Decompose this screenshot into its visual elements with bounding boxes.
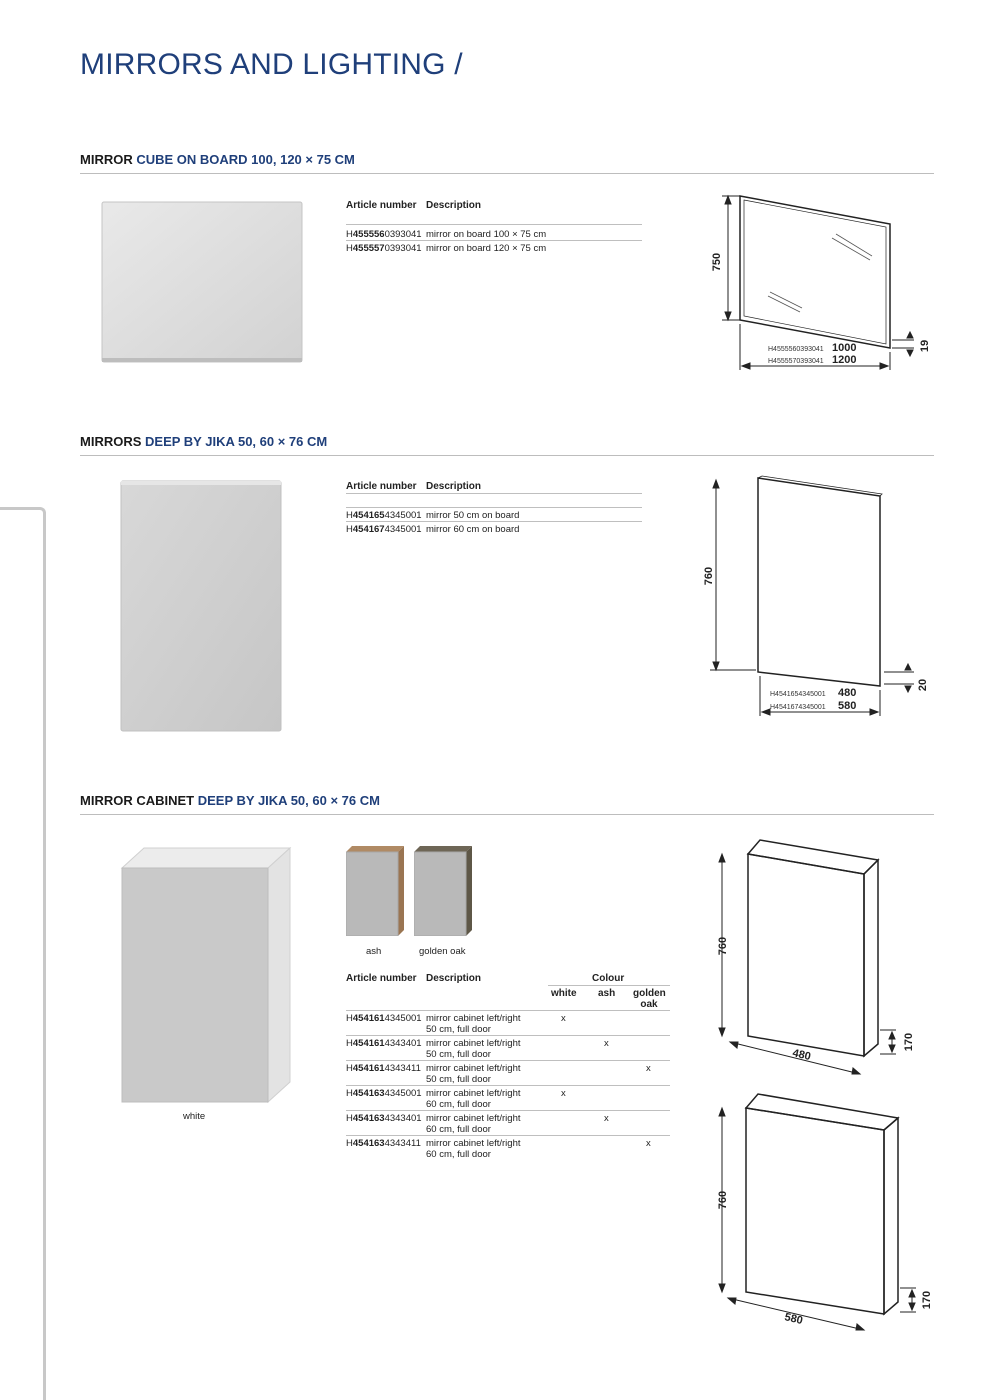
table-row-article: H4541614343411 (346, 1063, 421, 1074)
table-rule (346, 1085, 670, 1086)
table-row-description: mirror cabinet left/right (426, 1138, 521, 1149)
caption-white: white (183, 1111, 206, 1122)
section-heading-blue: DEEP BY JIKA 50, 60 × 76 CM (145, 434, 328, 449)
table-row-description: mirror cabinet left/right (426, 1063, 521, 1074)
table-row-description: mirror on board 120 × 75 cm (426, 243, 547, 254)
section-heading-mirrors-deep (80, 434, 934, 456)
dim-width-value: 1000 (832, 342, 857, 354)
swatch-oak-side (466, 846, 472, 936)
table-rule (346, 493, 642, 494)
dim-width-code: H4541674345001 (770, 704, 826, 711)
table-row-article: H4541614343401 (346, 1038, 422, 1049)
colour-mark: x (561, 1088, 566, 1099)
dim-width: 580 (783, 1311, 804, 1328)
product-image-mirror-cube (100, 200, 304, 364)
colour-mark: x (561, 1013, 566, 1024)
table-row-article: H4541614345001 (346, 1013, 422, 1024)
section-heading-blue: DEEP BY JIKA 50, 60 × 76 CM (197, 793, 380, 808)
swatch-ash (346, 846, 406, 936)
col-header-white: white (551, 988, 577, 999)
colour-mark: x (646, 1063, 651, 1074)
table-row-description: mirror cabinet left/right (426, 1038, 521, 1049)
table-rule (346, 1010, 670, 1011)
dim-depth: 20 (917, 678, 929, 692)
table-row-article: H4541674345001 (346, 524, 422, 535)
swatch-ash-side (398, 846, 404, 936)
section-heading-black: MIRRORS (80, 434, 142, 449)
table-row-description: mirror 50 cm on board (426, 510, 520, 521)
section-heading-blue: CUBE ON BOARD 100, 120 × 75 CM (136, 152, 355, 167)
dim-width-value: 1200 (832, 354, 857, 366)
table-rule (346, 521, 642, 522)
table-row-article: H4555560393041 (346, 229, 422, 240)
dim-height: 760 (703, 566, 715, 586)
table-rule (346, 1060, 670, 1061)
section-heading-black: MIRROR CABINET (80, 793, 195, 808)
table-row-description: 50 cm, full door (426, 1024, 491, 1035)
table-rule (346, 507, 642, 508)
technical-drawing-mirror-deep (700, 472, 940, 722)
col-header-article: Article number (346, 481, 417, 492)
technical-drawing-mirror-cube (700, 188, 940, 378)
col-header-description: Description (426, 973, 482, 984)
table-row-description: 60 cm, full door (426, 1149, 491, 1160)
swatch-label-ash: ash (366, 946, 382, 957)
table-row-description: 50 cm, full door (426, 1074, 491, 1085)
table-row-article: H4555570393041 (346, 243, 422, 254)
swatch-ash-top (346, 846, 404, 852)
dim-depth: 170 (921, 1290, 933, 1310)
table-row-description: mirror cabinet left/right (426, 1013, 521, 1024)
col-header-description: Description (426, 481, 482, 492)
section-heading-black: MIRROR (80, 152, 133, 167)
table-row-description: mirror cabinet left/right (426, 1088, 521, 1099)
dim-height: 750 (711, 252, 723, 272)
dim-height: 760 (717, 1190, 729, 1210)
table-rule (346, 1035, 670, 1036)
dim-depth: 170 (903, 1032, 915, 1052)
dim-width-code: H4541654345001 (770, 691, 826, 698)
table-rule (346, 1135, 670, 1136)
colour-mark: x (646, 1138, 651, 1149)
col-header-colour: Colour (592, 973, 625, 984)
table-row-description: mirror cabinet left/right (426, 1113, 521, 1124)
dim-width-code: H4555560393041 (768, 346, 824, 353)
colour-mark: x (604, 1113, 609, 1124)
technical-drawing-cabinet-60 (700, 1090, 940, 1350)
colour-mark: x (604, 1038, 609, 1049)
technical-drawing-cabinet-50 (700, 834, 940, 1084)
table-rule (548, 985, 670, 986)
dim-depth: 19 (919, 339, 931, 353)
table-row-article: H4541634343411 (346, 1138, 421, 1149)
table-row-article: H4541654345001 (346, 510, 422, 521)
product-image-mirror-deep (120, 480, 282, 732)
col-header-article: Article number (346, 200, 417, 211)
table-row-description: 60 cm, full door (426, 1099, 491, 1110)
table-rule (346, 240, 642, 241)
col-header-ash: ash (598, 988, 616, 999)
swatch-oak-top (414, 846, 472, 852)
dim-width: 480 (791, 1047, 812, 1064)
section-heading-mirror-cabinet (80, 793, 934, 815)
table-row-article: H4541634343401 (346, 1113, 422, 1124)
swatch-label-golden-oak: golden oak (419, 946, 466, 957)
dim-width-value: 480 (838, 687, 857, 699)
table-row-description: 50 cm, full door (426, 1049, 491, 1060)
col-header-article: Article number (346, 973, 417, 984)
table-rule (346, 224, 642, 225)
col-header-golden-oak: golden oak (633, 988, 666, 1010)
col-header-description: Description (426, 200, 482, 211)
dim-height: 760 (717, 936, 729, 956)
table-row-description: 60 cm, full door (426, 1124, 491, 1135)
table-row-article: H4541634345001 (346, 1088, 422, 1099)
section-heading-mirror-cube (80, 152, 934, 174)
swatch-golden-oak (414, 846, 474, 936)
page-edge-marker (0, 507, 46, 1400)
table-row-description: mirror on board 100 × 75 cm (426, 229, 547, 240)
page-title: MIRRORS AND LIGHTING / (80, 48, 463, 81)
dim-width-code: H4555570393041 (768, 358, 824, 365)
product-image-cabinet-white (118, 846, 294, 1104)
table-row-description: mirror 60 cm on board (426, 524, 520, 535)
table-rule (346, 1110, 670, 1111)
dim-width-value: 580 (838, 700, 857, 712)
